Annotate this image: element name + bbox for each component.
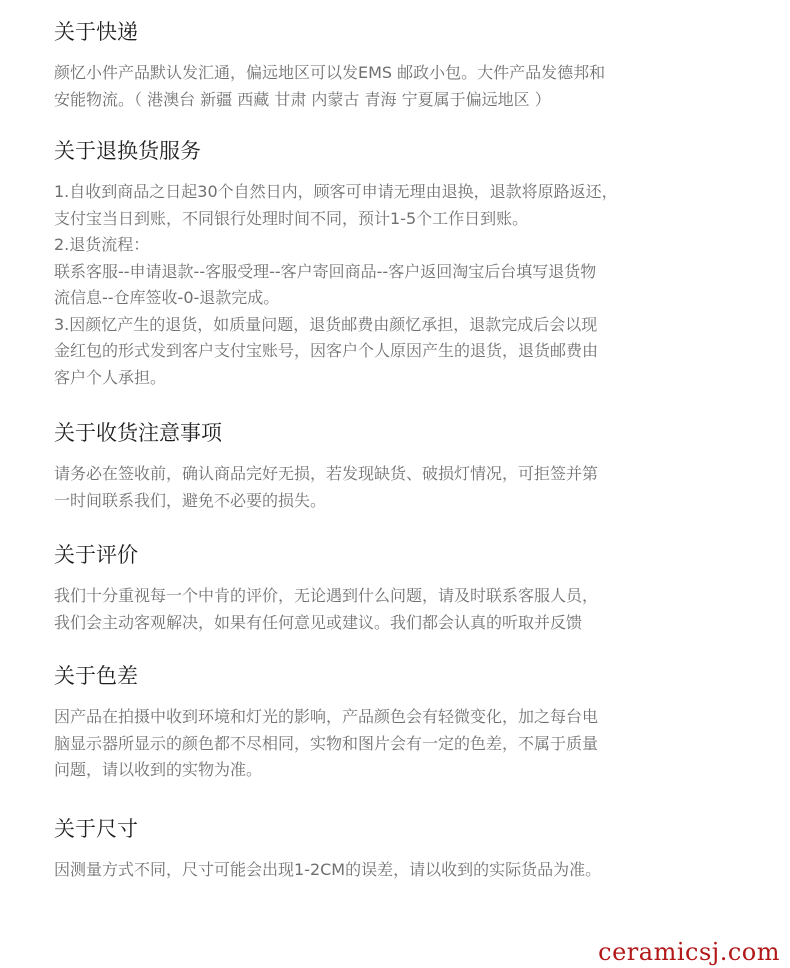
section-color-difference — [54, 663, 754, 784]
text-line: 2.退货流程： — [54, 235, 150, 254]
section-size — [54, 816, 754, 884]
section-returns — [54, 138, 754, 391]
text-line: 请务必在签收前，确认商品完好无损，若发现缺货、破损灯情况，可拒签并第 — [54, 464, 599, 483]
section-receiving — [54, 420, 754, 514]
section-title: 关于评价 — [54, 543, 138, 567]
section-title: 关于尺寸 — [54, 817, 138, 841]
text-line: 流信息--仓库签收-0-退款完成。 — [54, 288, 280, 307]
section-title: 关于色差 — [54, 664, 138, 688]
text-line: 联系客服--申请退款--客服受理--客户寄回商品--客户返回淘宝后台填写退货物 — [54, 261, 597, 281]
text-line: 问题，请以收到的实物为准。 — [54, 760, 263, 779]
text-line: 我们会主动客观解决，如果有任何意见或建议。我们都会认真的听取并反馈 — [54, 612, 583, 632]
text-line: 金红包的形式发到客户支付宝账号，因客户个人原因产生的退货，退货邮费由 — [54, 341, 599, 360]
text-line: 安能物流。（ 港澳台 新疆 西藏 甘肃 内蒙古 青海 宁夏属于偏远地区 ） — [54, 89, 551, 109]
text-line: 客户个人承担。 — [54, 367, 167, 387]
section-reviews — [54, 542, 754, 636]
text-line: 1.自收到商品之日起30个自然日内，顾客可申请无理由退换，退款将原路返还， — [54, 182, 618, 201]
text-line: 脑显示器所显示的颜色都不尽相同，实物和图片会有一定的色差，不属于质量 — [54, 733, 599, 753]
text-line: 3.因颜忆产生的退货，如质量问题，退货邮费由颜忆承担，退款完成后会以现 — [54, 314, 598, 334]
text-line: 颜忆小件产品默认发汇通，偏远地区可以发EMS 邮政小包。大件产品发德邦和 — [54, 63, 606, 82]
section-title: 关于退换货服务 — [54, 139, 201, 163]
text-line: 因产品在拍摄中收到环境和灯光的影响，产品颜色会有轻微变化，加之每台电 — [54, 707, 599, 726]
section-shipping — [54, 19, 754, 113]
site-watermark: ceramicsj.com — [598, 938, 780, 966]
section-title: 关于快递 — [54, 20, 138, 44]
text-line: 一时间联系我们，避免不必要的损失。 — [54, 490, 327, 510]
text-line: 我们十分重视每一个中肯的评价，无论遇到什么问题，请及时联系客服人员， — [54, 586, 599, 605]
text-line: 因测量方式不同，尺寸可能会出现1-2CM的误差，请以收到的实际货品为准。 — [54, 860, 602, 879]
section-title: 关于收货注意事项 — [54, 421, 222, 445]
text-line: 支付宝当日到账，不同银行处理时间不同，预计1-5个工作日到账。 — [54, 208, 529, 228]
